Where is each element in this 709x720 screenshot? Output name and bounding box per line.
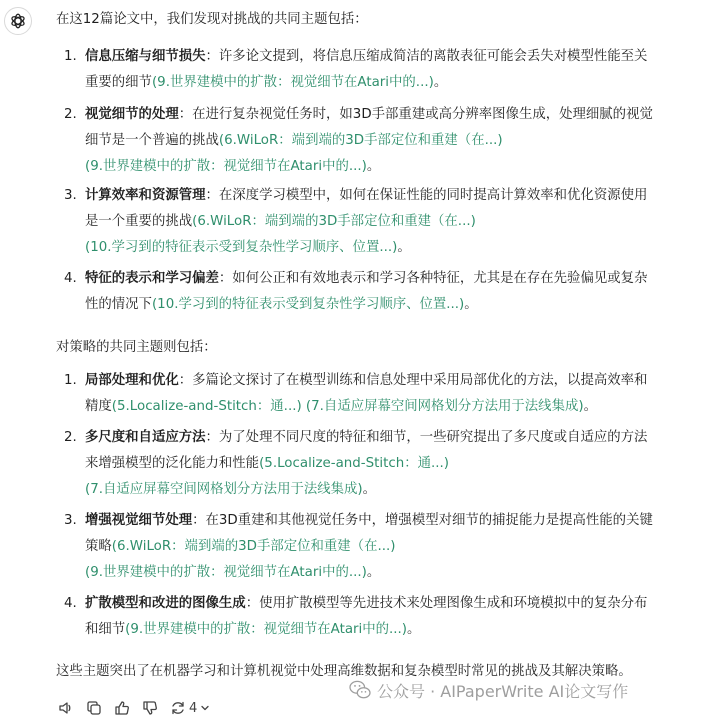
conclusion-text: 这些主题突出了在机器学习和计算机视觉中处理高维数据和复杂模型时常见的挑战及其解决策略。	[56, 664, 632, 679]
item-text: 。	[583, 399, 597, 414]
item-text: ：许多论文提到，将信息压缩成简洁的离散表征可能会丢失对模型性能至关	[205, 49, 648, 64]
citation-link[interactable]: (6.WiLoR：端到端的3D手部定位和重建（在...)	[192, 214, 476, 229]
intro-text: 在这12篇论文中，我们发现对挑战的共同主题包括：	[56, 12, 368, 27]
list-number: 3.	[64, 513, 77, 528]
item-text: 。	[433, 75, 448, 90]
thumbs-up-icon	[114, 700, 130, 716]
item-text: ：如何公正和有效地表示和学习各种特征，尤其是在存在先验偏见或复杂	[218, 271, 648, 286]
regenerate-icon	[170, 700, 186, 716]
citation-link[interactable]: (9.世界建模中的扩散：视觉细节在Atari中的...)	[85, 565, 367, 580]
item-text: 来增强模型的泛化能力和性能	[85, 456, 260, 471]
regenerate-count: 4	[189, 700, 198, 716]
item-text: ：使用扩散模型等先进技术来处理图像生成和环境模拟中的复杂分布	[245, 596, 648, 611]
citation-link[interactable]: (10.学习到的特征表示受到复杂性学习顺序、位置...)	[151, 297, 465, 312]
dislike-button[interactable]	[142, 700, 158, 716]
speaker-icon	[58, 700, 74, 716]
item-text: 细节是一个普遍的挑战	[85, 133, 219, 148]
item-title: 多尺度和自适应方法	[85, 430, 206, 445]
like-button[interactable]	[114, 700, 130, 716]
thumbs-down-icon	[142, 700, 158, 716]
citation-link[interactable]: (9.世界建模中的扩散：视觉细节在Atari中的...)	[125, 622, 408, 637]
citation-link[interactable]: (5.Localize-and-Stitch：通...) (7.自适应屏幕空间网格划分方法用于法线集成)	[111, 399, 584, 414]
assistant-logo-icon	[9, 12, 27, 30]
item-text: 。	[397, 240, 411, 255]
item-text: 精度	[85, 399, 112, 414]
citation-link[interactable]: (10.学习到的特征表示受到复杂性学习顺序、位置...)	[85, 240, 398, 255]
item-title: 信息压缩与细节损失	[85, 49, 206, 64]
item-text: ：在3D重建和其他视觉任务中，增强模型对细节的捕捉能力是提高性能的关键	[192, 513, 653, 528]
citation-link[interactable]: (9.世界建模中的扩散：视觉细节在Atari中的...)	[85, 159, 367, 174]
list-number: 4.	[64, 271, 77, 286]
item-title: 视觉细节的处理	[85, 107, 179, 122]
regenerate-button[interactable]	[170, 700, 210, 716]
item-text: 。	[362, 482, 377, 497]
item-text: 。	[464, 297, 478, 312]
item-text: ：在深度学习模型中，如何在保证性能的同时提高计算效率和优化资源使用	[205, 188, 648, 203]
list-number: 4.	[64, 596, 77, 611]
item-text: 策略	[85, 539, 112, 554]
assistant-avatar	[4, 7, 32, 35]
message-toolbar	[58, 696, 210, 720]
item-text: 是一个重要的挑战	[85, 214, 193, 229]
citation-link[interactable]: (7.自适应屏幕空间网格划分方法用于法线集成)	[85, 482, 363, 497]
item-text: ：在进行复杂视觉任务时，如3D手部重建或高分辨率图像生成，处理细腻的视觉	[178, 107, 653, 122]
read-aloud-button[interactable]	[58, 700, 74, 716]
item-text: 重要的细节	[85, 75, 152, 90]
citation-link[interactable]: (6.WiLoR：端到端的3D手部定位和重建（在...)	[111, 539, 396, 554]
list-number: 2.	[64, 430, 77, 445]
copy-icon	[86, 700, 102, 716]
citation-link[interactable]: (5.Localize-and-Stitch：通...)	[259, 456, 449, 471]
item-title: 特征的表示和学习偏差	[85, 271, 219, 286]
item-text: 和细节	[85, 622, 126, 637]
item-text: 。	[407, 622, 421, 637]
item-title: 局部处理和优化	[85, 373, 179, 388]
strategy-intro-text: 对策略的共同主题则包括：	[56, 340, 217, 355]
item-text: ：为了处理不同尺度的特征和细节，一些研究提出了多尺度或自适应的方法	[205, 430, 648, 445]
item-title: 增强视觉细节处理	[85, 513, 193, 528]
item-text: 性的情况下	[85, 297, 152, 312]
chevron-down-icon	[200, 703, 210, 713]
list-number: 1.	[64, 49, 77, 64]
list-number: 3.	[64, 188, 77, 203]
copy-button[interactable]	[86, 700, 102, 716]
item-text: 。	[366, 565, 381, 580]
list-number: 2.	[64, 107, 77, 122]
watermark	[349, 678, 628, 702]
item-title: 扩散模型和改进的图像生成	[85, 596, 246, 611]
citation-link[interactable]: (9.世界建模中的扩散：视觉细节在Atari中的...)	[151, 75, 434, 90]
wechat-icon	[349, 680, 371, 700]
citation-link[interactable]: (6.WiLoR：端到端的3D手部定位和重建（在...)	[218, 133, 503, 148]
list-number: 1.	[64, 373, 77, 388]
item-title: 计算效率和资源管理	[85, 188, 206, 203]
item-text: ：多篇论文探讨了在模型训练和信息处理中采用局部优化的方法，以提高效率和	[178, 373, 648, 388]
watermark-text: 公众号 · AIPaperWrite AI论文写作	[377, 681, 629, 701]
item-text: 。	[366, 159, 381, 174]
